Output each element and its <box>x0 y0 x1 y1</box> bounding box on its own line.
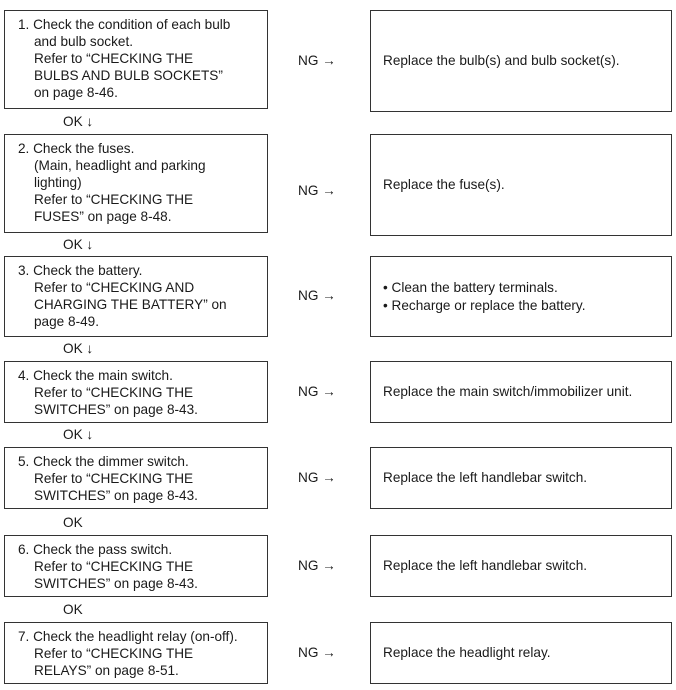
step-line: SWITCHES” on page 8-43. <box>34 576 198 591</box>
step-1-ng-label: NG → <box>298 53 336 68</box>
step-5-action-box <box>370 447 672 509</box>
step-line: RELAYS” on page 8-51. <box>34 663 179 678</box>
step-6-check-text <box>18 541 261 592</box>
step-6-ok-label: OK <box>63 602 83 617</box>
step-1-check-box <box>4 10 268 109</box>
action-bullet: • Clean the battery terminals. <box>383 279 558 295</box>
step-line: Refer to “CHECKING AND <box>34 280 195 295</box>
step-line: Refer to “CHECKING THE <box>34 51 194 66</box>
step-line: Refer to “CHECKING THE <box>34 559 194 574</box>
step-3-ng-label: NG → <box>298 288 336 303</box>
step-line: Refer to “CHECKING THE <box>34 471 194 486</box>
step-6-check-box <box>4 535 268 597</box>
step-3-check-text <box>18 262 261 330</box>
step-4-ng-label: NG → <box>298 384 336 399</box>
step-2-check-box <box>4 134 268 233</box>
step-4-action-box <box>370 361 672 423</box>
step-4-check-text <box>18 367 261 418</box>
step-line: 1. Check the condition of each bulb <box>18 17 231 32</box>
step-4-check-box <box>4 361 268 423</box>
step-2-action-box <box>370 134 672 236</box>
step-6-action-text: Replace the left handlebar switch. <box>383 558 588 573</box>
step-line: page 8-49. <box>34 314 100 329</box>
step-5-check-text <box>18 453 261 504</box>
step-line: Refer to “CHECKING THE <box>34 646 194 661</box>
step-5-action-text: Replace the left handlebar switch. <box>383 470 588 485</box>
step-line: BULBS AND BULB SOCKETS” <box>34 68 223 83</box>
step-1-ok-label: OK ↓ <box>63 114 94 129</box>
step-6-ng-label: NG → <box>298 558 336 573</box>
step-line: 7. Check the headlight relay (on-off). <box>18 629 238 644</box>
step-3-ok-label: OK ↓ <box>63 341 94 356</box>
step-2-ok-label: OK ↓ <box>63 237 94 252</box>
step-line: 6. Check the pass switch. <box>18 542 173 557</box>
step-line: Refer to “CHECKING THE <box>34 192 194 207</box>
step-line: (Main, headlight and parking <box>34 158 206 173</box>
step-1-action-text: Replace the bulb(s) and bulb socket(s). <box>383 53 620 68</box>
step-3-action-list <box>371 279 585 315</box>
step-1-check-text <box>18 16 261 101</box>
step-7-check-text <box>18 628 261 679</box>
step-3-check-box <box>4 256 268 337</box>
step-line: and bulb socket. <box>34 34 133 49</box>
step-2-action-text: Replace the fuse(s). <box>383 177 505 192</box>
step-2-check-text <box>18 140 261 225</box>
step-7-action-text: Replace the headlight relay. <box>383 645 551 660</box>
step-6-action-box <box>370 535 672 597</box>
step-7-action-box <box>370 622 672 684</box>
step-2-ng-label: NG → <box>298 183 336 198</box>
step-3-action-box <box>370 256 672 337</box>
step-5-ng-label: NG → <box>298 470 336 485</box>
step-line: lighting) <box>34 175 82 190</box>
step-line: 5. Check the dimmer switch. <box>18 454 189 469</box>
action-bullet: • Recharge or replace the battery. <box>383 297 586 313</box>
step-4-action-text: Replace the main switch/immobilizer unit. <box>383 384 633 399</box>
step-1-action-box <box>370 10 672 112</box>
step-line: Refer to “CHECKING THE <box>34 385 194 400</box>
step-line: CHARGING THE BATTERY” on <box>34 297 227 312</box>
step-line: 4. Check the main switch. <box>18 368 173 383</box>
step-7-ng-label: NG → <box>298 645 336 660</box>
step-line: SWITCHES” on page 8-43. <box>34 402 198 417</box>
step-line: FUSES” on page 8-48. <box>34 209 172 224</box>
step-5-check-box <box>4 447 268 509</box>
step-line: SWITCHES” on page 8-43. <box>34 488 198 503</box>
step-5-ok-label: OK <box>63 515 83 530</box>
step-line: 2. Check the fuses. <box>18 141 135 156</box>
step-7-check-box <box>4 622 268 684</box>
step-line: 3. Check the battery. <box>18 263 143 278</box>
step-line: on page 8-46. <box>34 85 118 100</box>
step-4-ok-label: OK ↓ <box>63 427 94 442</box>
